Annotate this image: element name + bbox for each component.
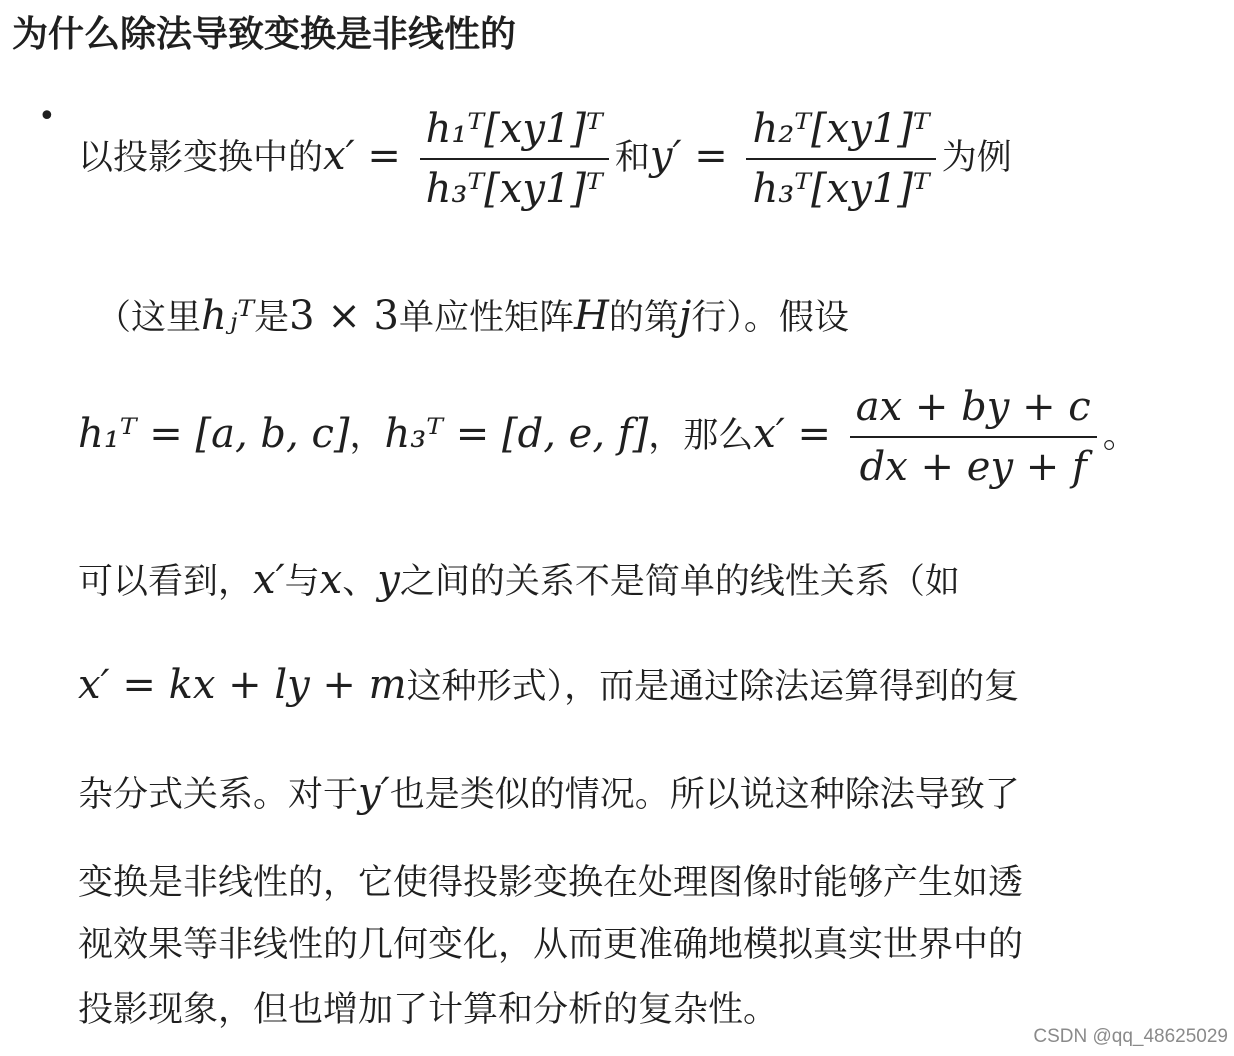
- math-x: x: [319, 557, 343, 603]
- paragraph-projective-example: [78, 100, 1228, 218]
- text-prefix: 以投影变换中的: [78, 138, 324, 178]
- text-suffix: 为例: [941, 138, 1012, 178]
- paragraph-substitution: [78, 378, 1228, 496]
- page-title: 为什么除法导致变换是非线性的: [12, 14, 517, 55]
- fraction-denominator: h₃ᵀ[xy1]ᵀ: [425, 166, 603, 212]
- math-h1: h₁ᵀ = [a, b, c]: [78, 411, 350, 457]
- text-then: ，那么: [648, 416, 754, 456]
- paragraph-linear-form: [78, 655, 1019, 717]
- text: 也是类似的情况。所以说这种除法导致了: [389, 775, 1020, 815]
- math-j: j: [678, 293, 692, 339]
- text: 杂分式关系。对于: [78, 775, 359, 815]
- math-y-prime: y′: [649, 133, 682, 179]
- text-homography: 单应性矩阵: [399, 298, 575, 338]
- math-equals: =: [681, 133, 741, 179]
- paragraph-line-7: 变换是非线性的，它使得投影变换在处理图像时能够产生如透: [78, 863, 1024, 903]
- paragraph-line-8: 视效果等非线性的几何变化，从而更准确地模拟真实世界中的: [78, 925, 1024, 965]
- math-y: y: [377, 557, 400, 603]
- math-linear-eq: x′ = kx + ly + m: [78, 662, 407, 708]
- list-bullet: •: [38, 99, 56, 134]
- text-is: 是: [254, 298, 290, 338]
- math-H: H: [574, 293, 609, 339]
- math-h3: h₃ᵀ = [d, e, f]: [384, 411, 649, 457]
- text-assume: 行）。假设: [691, 298, 849, 338]
- math-x-prime: x′: [323, 133, 355, 179]
- text-row-of: 的第: [608, 298, 679, 338]
- text: 与: [284, 562, 320, 602]
- paragraph-relationship: [78, 550, 960, 612]
- text-period: 。: [1102, 416, 1138, 456]
- math-hj: hⱼᵀ: [201, 293, 255, 339]
- fraction-x: [420, 100, 609, 218]
- text: 这种形式），而是通过除法运算得到的复: [406, 667, 1020, 707]
- fraction-denominator: dx + ey + f: [859, 444, 1087, 490]
- fraction-y: [746, 100, 935, 218]
- text-comma: ，: [349, 416, 385, 456]
- text: 可以看到，: [78, 562, 254, 602]
- fraction-numerator: h₁ᵀ[xy1]ᵀ: [425, 106, 603, 152]
- paragraph-hj-definition: [96, 286, 849, 348]
- math-dims: 3 × 3: [289, 293, 399, 339]
- text: 之间的关系不是简单的线性关系（如: [399, 562, 960, 602]
- fraction-numerator: h₂ᵀ[xy1]ᵀ: [752, 106, 930, 152]
- paragraph-y-similar: [78, 763, 1020, 825]
- text-and: 和: [614, 138, 650, 178]
- fraction-denominator: h₃ᵀ[xy1]ᵀ: [752, 166, 930, 212]
- math-x-prime-eq: x′ =: [753, 411, 844, 457]
- text: 、: [342, 562, 378, 602]
- fraction-numerator: ax + by + c: [855, 384, 1091, 430]
- math-y-prime: y′: [358, 770, 390, 816]
- fraction-xprime: [850, 378, 1097, 496]
- math-equals: =: [354, 133, 414, 179]
- watermark: CSDN @qq_48625029: [1033, 1026, 1228, 1047]
- text-open: （这里: [96, 298, 202, 338]
- paragraph-line-9: 投影现象，但也增加了计算和分析的复杂性。: [78, 990, 779, 1030]
- math-x-prime: x′: [253, 557, 285, 603]
